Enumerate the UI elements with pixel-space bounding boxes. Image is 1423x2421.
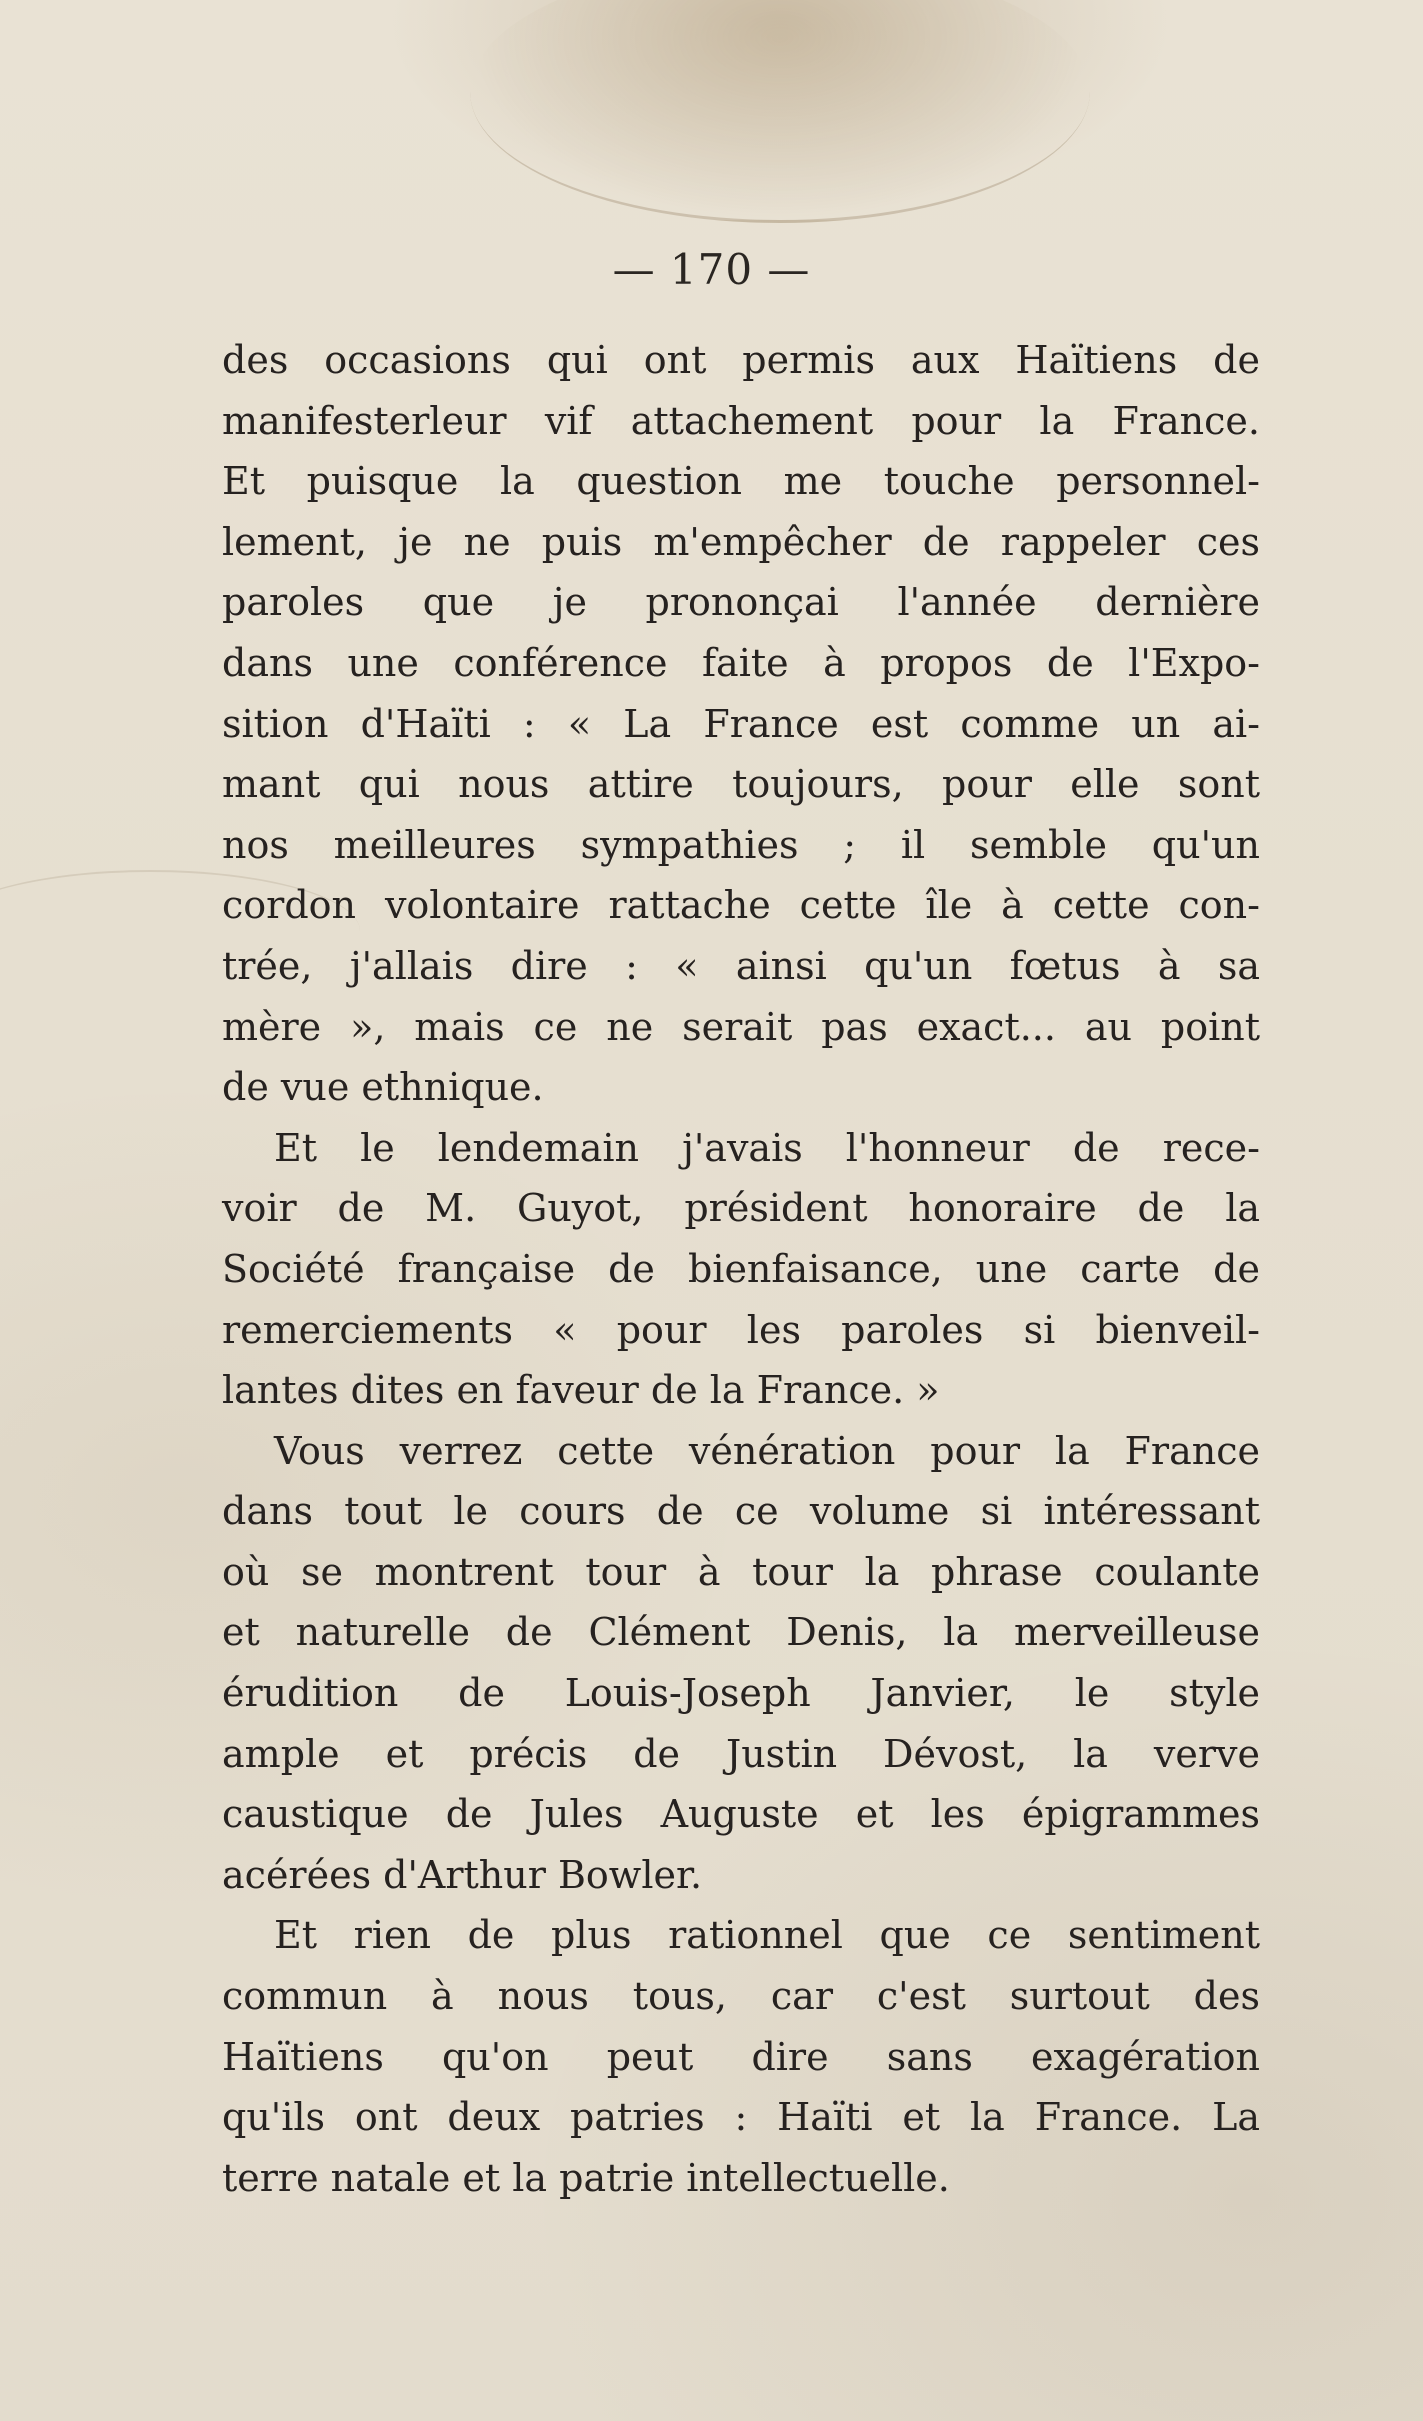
text-line: Vous verrez cette vénération pour la France	[274, 1428, 1260, 1473]
text-line: mère », mais ce ne serait pas exact... au point	[222, 1004, 1260, 1049]
text-line: dans tout le cours de ce volume si intéressant	[222, 1489, 1260, 1534]
text-line: Société française de bienfaisance, une carte de	[222, 1246, 1260, 1291]
text-line: dans une conférence faite à propos de l'Expo-	[222, 640, 1260, 685]
text-line: commun à nous tous, car c'est surtout des	[222, 1974, 1260, 2019]
text-line: érudition de Louis-Joseph Janvier, le style	[222, 1671, 1260, 1716]
text-line: acérées d'Arthur Bowler.	[222, 1852, 703, 1897]
text-line: nos meilleures sympathies ; il semble qu'un	[222, 822, 1260, 867]
text-line: Et puisque la question me touche personnel-	[222, 459, 1260, 504]
text-line: sition d'Haïti : « La France est comme un ai-	[222, 701, 1260, 746]
text-line: mant qui nous attire toujours, pour elle sont	[222, 762, 1260, 807]
text-line: remerciements « pour les paroles si bienveil-	[222, 1307, 1260, 1352]
text-line: lement, je ne puis m'empêcher de rappeler ces	[222, 519, 1260, 564]
text-line: cordon volontaire rattache cette île à cette con-	[222, 883, 1260, 928]
text-line: caustique de Jules Auguste et les épigrammes	[222, 1792, 1260, 1837]
paragraph-1	[222, 330, 1260, 1118]
text-line: Haïtiens qu'on peut dire sans exagération	[222, 2034, 1260, 2079]
text-line: des occasions qui ont permis aux Haïtiens de	[222, 338, 1260, 382]
text-line: paroles que je prononçai l'année dernière	[222, 580, 1260, 625]
text-line: où se montrent tour à tour la phrase coulante	[222, 1549, 1260, 1594]
text-line: et naturelle de Clément Denis, la merveilleuse	[222, 1610, 1260, 1655]
text-line: manifesterleur vif attachement pour la France.	[222, 398, 1260, 443]
water-stain	[470, 0, 1090, 223]
text-line: ample et précis de Justin Dévost, la verve	[222, 1731, 1260, 1776]
text-line: Et le lendemain j'avais l'honneur de rece-	[274, 1125, 1260, 1170]
text-line: qu'ils ont deux patries : Haïti et la France. La	[222, 2095, 1260, 2140]
text-line: lantes dites en faveur de la France. »	[222, 1368, 940, 1413]
body-text	[222, 330, 1260, 2208]
text-line: terre natale et la patrie intellectuelle.	[222, 2155, 950, 2200]
paragraph-2	[222, 1118, 1260, 1421]
text-line: voir de M. Guyot, président honoraire de la	[222, 1186, 1260, 1231]
text-line: de vue ethnique.	[222, 1065, 544, 1110]
paragraph-4	[222, 1905, 1260, 2208]
paragraph-3	[222, 1421, 1260, 1906]
text-line: Et rien de plus rationnel que ce sentiment	[274, 1913, 1260, 1958]
text-line: trée, j'allais dire : « ainsi qu'un fœtus à sa	[222, 943, 1260, 988]
page-number: — 170 —	[612, 245, 811, 294]
